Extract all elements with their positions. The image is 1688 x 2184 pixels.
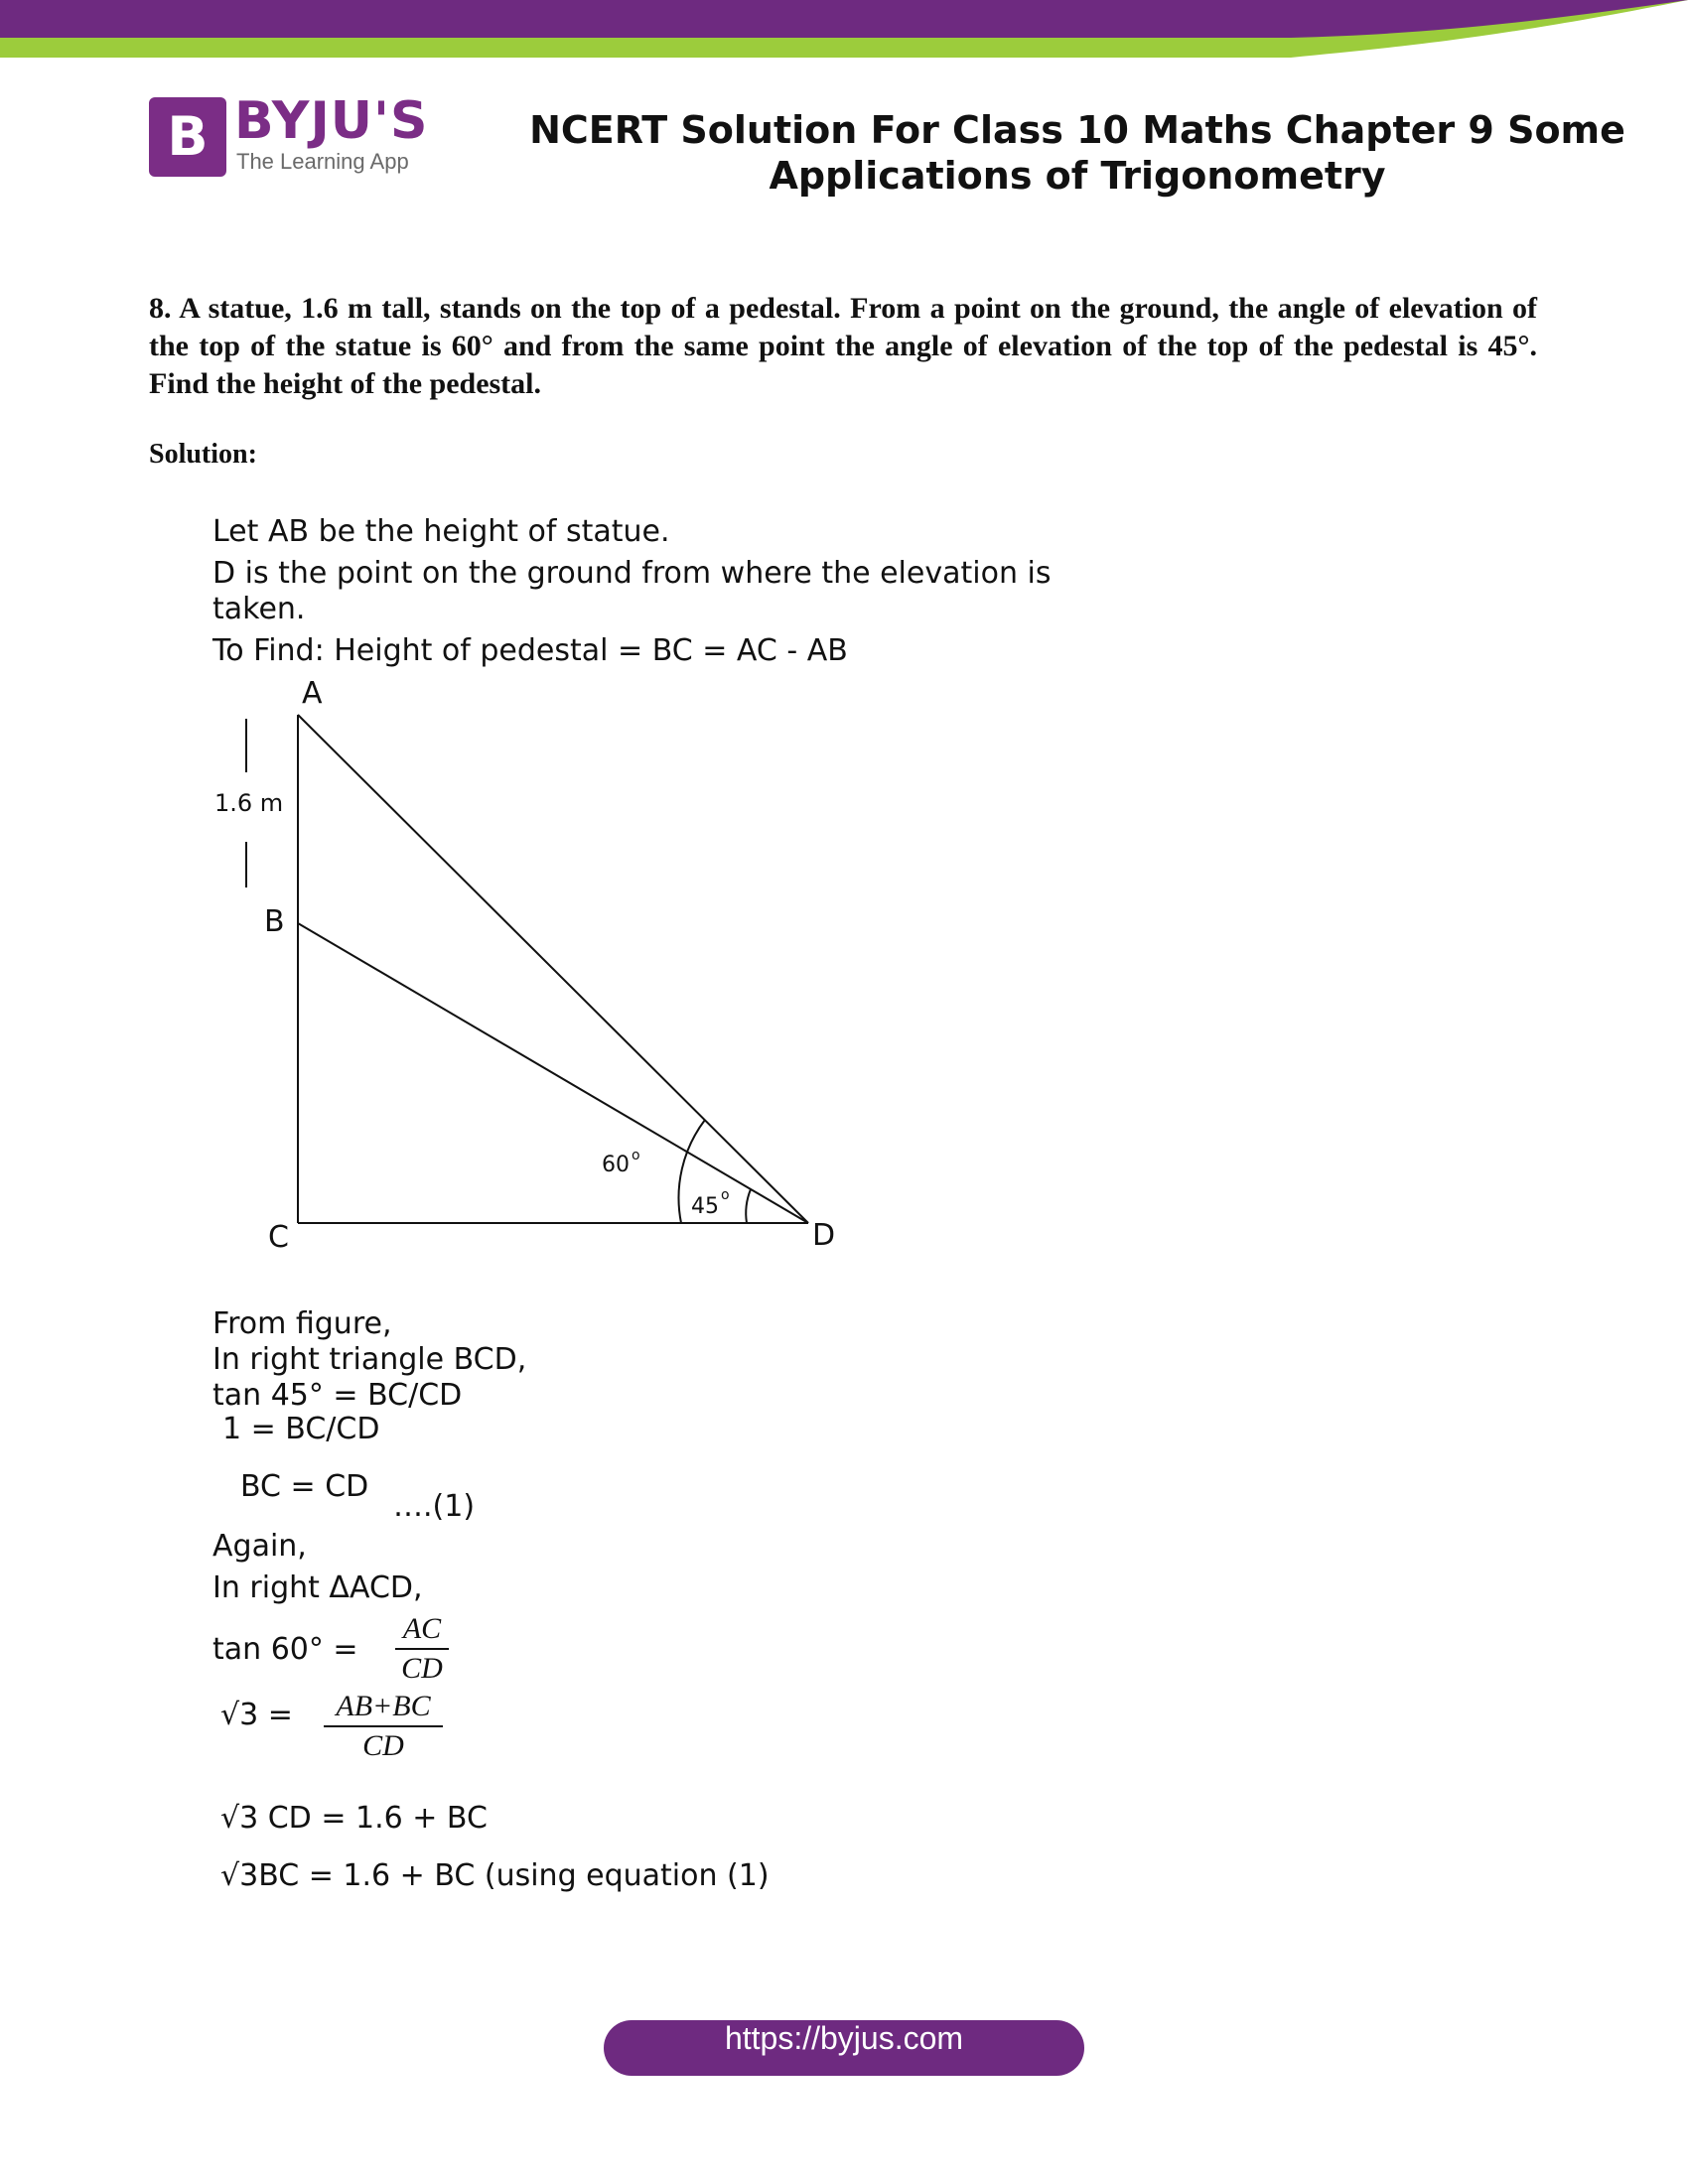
step-from-figure: From figure, bbox=[212, 1306, 392, 1341]
page-title bbox=[506, 107, 1648, 199]
step-sqrt3: √3 = bbox=[220, 1698, 293, 1732]
intro-line-1: Let AB be the height of statue. bbox=[212, 514, 670, 549]
footer-url[interactable]: https://byjus.com bbox=[724, 2020, 964, 2056]
footer-link-pill[interactable] bbox=[604, 2020, 1084, 2076]
top-decorative-bar bbox=[0, 0, 1688, 69]
statue-height-label: 1.6 m bbox=[214, 789, 284, 817]
byjus-logo bbox=[149, 91, 437, 179]
step-right-acd: In right ΔACD, bbox=[212, 1570, 423, 1605]
fraction-abbc-cd bbox=[324, 1688, 443, 1765]
step-bc-eq-cd: BC = CD bbox=[240, 1469, 369, 1504]
logo-name: BYJU'S bbox=[234, 91, 429, 151]
fraction-ac-cd bbox=[395, 1610, 449, 1688]
fraction-ac-denominator: CD bbox=[401, 1652, 443, 1685]
angle-45-label: 45 bbox=[691, 1194, 719, 1219]
step-tan60: tan 60° = bbox=[212, 1632, 358, 1667]
step-one-eq: 1 = BC/CD bbox=[222, 1412, 380, 1446]
step-sqrt3-bc: √3BC = 1.6 + BC (using equation (1) bbox=[220, 1858, 770, 1893]
label-b: B bbox=[264, 904, 285, 939]
page-title-line-1: NCERT Solution For Class 10 Maths Chapter 9 Some bbox=[529, 108, 1625, 152]
logo-letter: B bbox=[167, 105, 209, 168]
page-title-line-2: Applications of Trigonometry bbox=[769, 154, 1386, 198]
label-d: D bbox=[812, 1218, 836, 1253]
step-again: Again, bbox=[212, 1529, 307, 1564]
angle-arc-45 bbox=[746, 1189, 751, 1223]
intro-line-3: taken. bbox=[212, 592, 306, 626]
fraction-abbc-numerator: AB+BC bbox=[336, 1690, 431, 1722]
angle-60-degree: o bbox=[632, 1148, 640, 1163]
fraction-ac-numerator: AC bbox=[402, 1612, 442, 1645]
step-tan45: tan 45° = BC/CD bbox=[212, 1378, 463, 1413]
step-sqrt3-cd: √3 CD = 1.6 + BC bbox=[220, 1801, 488, 1836]
fraction-abbc-denominator: CD bbox=[362, 1729, 404, 1762]
triangle-figure bbox=[199, 665, 874, 1261]
intro-line-2: D is the point on the ground from where the elevation is bbox=[212, 556, 1052, 591]
label-a: A bbox=[302, 676, 323, 711]
solution-label: Solution: bbox=[149, 439, 257, 470]
angle-45-degree: o bbox=[721, 1187, 730, 1203]
step-eq-ref: ….(1) bbox=[393, 1489, 476, 1524]
question-text: 8. A statue, 1.6 m tall, stands on the top of a pedestal. From a point on the ground, the angle of elevation of the top of the statue is 60° and from the same point the angle of elevation of the top of the pedestal is 45°. Find the height of the pedestal. bbox=[149, 292, 1537, 400]
step-right-bcd: In right triangle BCD, bbox=[212, 1342, 527, 1377]
logo-tagline: The Learning App bbox=[236, 149, 409, 174]
label-c: C bbox=[268, 1220, 289, 1255]
angle-60-label: 60 bbox=[602, 1153, 630, 1177]
intro-line-4: To Find: Height of pedestal = BC = AC - AB bbox=[212, 633, 848, 668]
